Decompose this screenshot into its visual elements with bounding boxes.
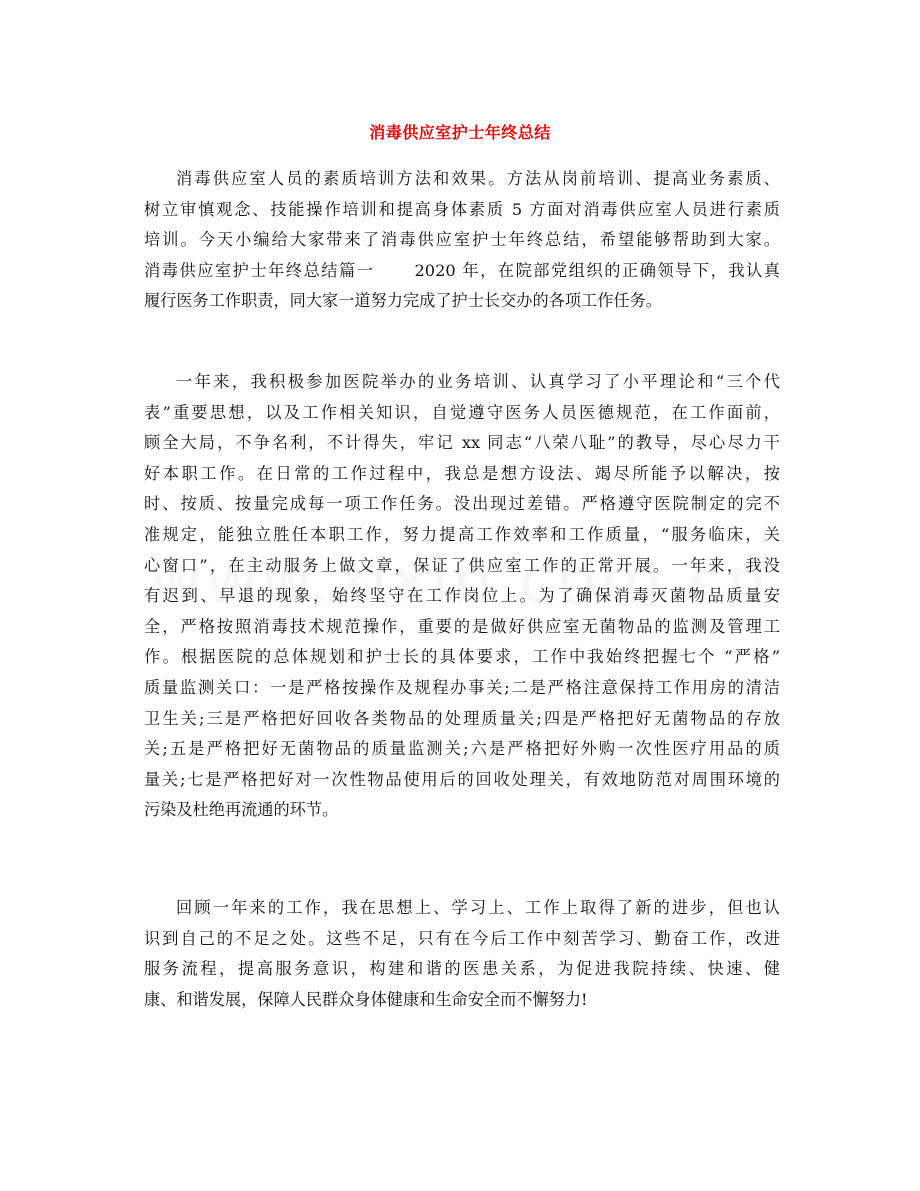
text-segment: 2020 年，在院部党组织的正确领导下，我认真 [414, 260, 780, 280]
text-line: 康、和谐发展，保障人民群众身体健康和生命安全而不懈努力! [144, 989, 588, 1009]
text-line: 识到自己的不足之处。这些不足，只有在今后工作中刻苦学习、勤奋工作，改进 [144, 928, 780, 948]
text-line: 有迟到、早退的现象，始终坚守在工作岗位上。为了确保消毒灭菌物品质量安 [144, 586, 780, 606]
section-heading: 消毒供应室护士年终总结篇一 [144, 260, 375, 280]
paragraph-intro [144, 164, 780, 317]
text-line: 消毒供应室人员的素质培训方法和效果。方法从岗前培训、提高业务素质、 [176, 169, 780, 188]
text-line: 培训。今天小编给大家带来了消毒供应室护士年终总结，希望能够帮助到大家。 [144, 230, 780, 250]
text-line: 树立审慎观念、技能操作培训和提高身体素质 5 方面对消毒供应室人员进行素质 [144, 199, 780, 219]
text-line: 作。根据医院的总体规划和护士长的具体要求，工作中我始终把握七个 “严格” [144, 647, 780, 667]
text-line: 关;五是严格把好无菌物品的质量监测关;六是严格把好外购一次性医疗用品的质 [144, 739, 780, 759]
text-line: 时、按质、按量完成每一项工作任务。没出现过差错。严格遵守医院制定的完不 [144, 494, 780, 514]
text-line: 心窗口”，在主动服务上做文章，保证了供应室工作的正常开展。一年来，我没 [144, 555, 780, 575]
paragraph-conclusion [144, 893, 780, 1015]
text-line: 量关;七是严格把好对一次性物品使用后的回收处理关，有效地防范对周围环境的 [144, 769, 780, 789]
page-title: 消毒供应室护士年终总结 [369, 123, 551, 142]
text-line: 卫生关;三是严格把好回收各类物品的处理质量关;四是严格把好无菌物品的存放 [144, 708, 780, 728]
text-line: 表”重要思想，以及工作相关知识，自觉遵守医务人员医德规范，在工作面前， [144, 402, 780, 422]
text-line: 好本职工作。在日常的工作过程中，我总是想方设法、竭尽所能予以解决，按 [144, 463, 780, 483]
text-line-with-heading [144, 256, 780, 287]
text-line: 准规定，能独立胜任本职工作，努力提高工作效率和工作质量，“服务临床，关 [144, 524, 780, 544]
text-line: 回顾一年来的工作，我在思想上、学习上、工作上取得了新的进步，但也认 [176, 898, 780, 917]
text-line: 服务流程，提高服务意识，构建和谐的医患关系，为促进我院持续、快速、健 [144, 959, 780, 979]
text-line: 一年来，我积极参加医院举办的业务培训、认真学习了小平理论和“三个代 [176, 372, 780, 391]
text-line: 履行医务工作职责，同大家一道努力完成了护士长交办的各项工作任务。 [144, 291, 662, 311]
text-line: 质量监测关口：一是严格按操作及规程办事关;二是严格注意保持工作用房的清洁 [144, 677, 780, 697]
text-line: 全，严格按照消毒技术规范操作，重要的是做好供应室无菌物品的监测及管理工 [144, 616, 780, 636]
paragraph-body [144, 367, 780, 826]
text-line: 污染及杜绝再流通的环节。 [144, 800, 339, 820]
text-line: 顾全大局，不争名利，不计得失，牢记 xx 同志“八荣八耻”的教导，尽心尽力干 [144, 433, 780, 453]
